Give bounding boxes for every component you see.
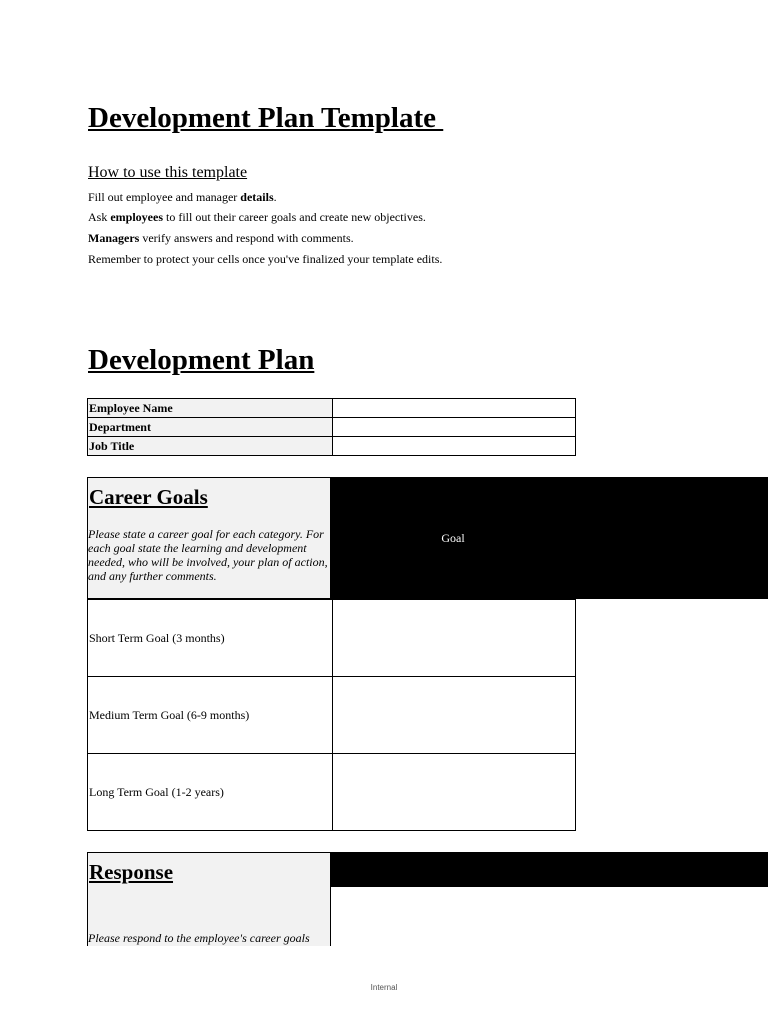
department-field[interactable] — [333, 418, 576, 437]
table-row — [88, 399, 576, 418]
employee-name-field[interactable] — [333, 399, 576, 418]
career-goals-description: Please state a career goal for each category. For each goal state the learning and development needed, who will be involved, your plan of action, and any further comments. — [88, 527, 328, 583]
medium-term-goal-field[interactable] — [333, 677, 576, 754]
instruction-line: Managers verify answers and respond with comments. — [88, 231, 354, 245]
response-header-cell — [87, 852, 330, 946]
instruction-line: Ask employees to fill out their career goals and create new objectives. — [88, 210, 426, 224]
short-term-goal-field[interactable] — [333, 600, 576, 677]
long-term-goal-field[interactable] — [333, 754, 576, 831]
table-row — [88, 418, 576, 437]
response-divider — [330, 852, 331, 946]
how-to-heading: How to use this template — [88, 164, 248, 181]
table-row — [88, 677, 576, 754]
employee-name-label: Employee Name — [88, 399, 333, 418]
response-header-band — [330, 852, 768, 887]
goal-column-header: Goal — [441, 530, 465, 545]
short-term-goal-label: Short Term Goal (3 months) — [88, 600, 333, 677]
department-label: Department — [88, 418, 333, 437]
footer-classification: Internal — [370, 983, 398, 992]
career-goals-header-band — [330, 477, 768, 599]
plan-title: Development Plan — [88, 344, 315, 376]
career-goals-table — [87, 599, 576, 831]
table-row — [88, 754, 576, 831]
table-row — [88, 600, 576, 677]
career-goals-title: Career Goals — [89, 485, 208, 509]
instruction-line: Fill out employee and manager details. — [88, 190, 277, 204]
long-term-goal-label: Long Term Goal (1-2 years) — [88, 754, 333, 831]
employee-info-table — [87, 398, 576, 456]
template-title: Development Plan Template — [88, 102, 444, 134]
job-title-field[interactable] — [333, 437, 576, 456]
medium-term-goal-label: Medium Term Goal (6-9 months) — [88, 677, 333, 754]
career-goals-header-cell — [87, 477, 330, 599]
job-title-label: Job Title — [88, 437, 333, 456]
table-row — [88, 437, 576, 456]
response-title: Response — [89, 860, 174, 884]
response-description: Please respond to the employee's career goals — [88, 931, 310, 945]
instruction-line: Remember to protect your cells once you've finalized your template edits. — [88, 252, 443, 266]
